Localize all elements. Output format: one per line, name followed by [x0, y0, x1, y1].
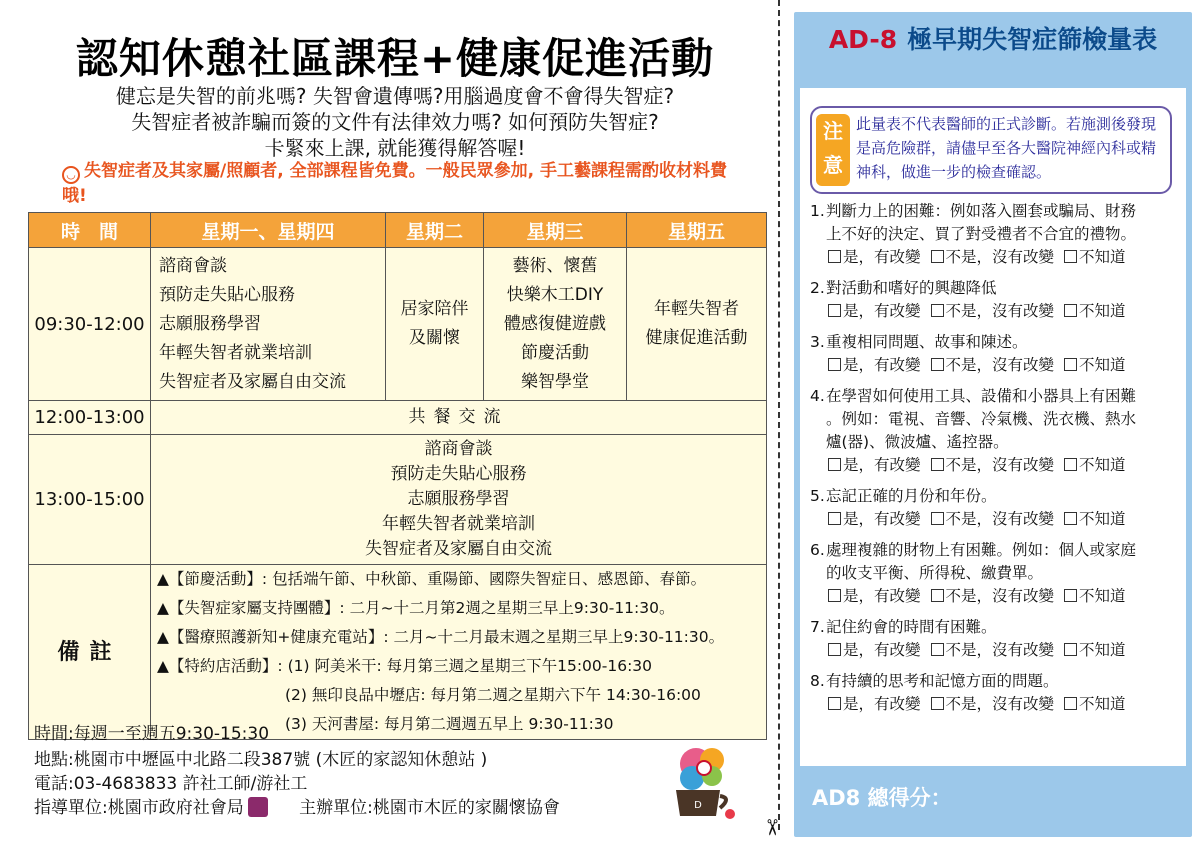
- activity-item: 預防走失貼心服務: [159, 284, 295, 305]
- question-item: [810, 200, 1180, 269]
- question-item: [810, 277, 1180, 323]
- answer-option[interactable]: [1064, 510, 1126, 528]
- option-label: 不是，沒有改變: [945, 641, 1055, 659]
- checkbox[interactable]: [1064, 512, 1077, 525]
- option-label: 不是，沒有改變: [945, 695, 1055, 713]
- question-text: [810, 485, 1180, 508]
- question-item: [810, 616, 1180, 662]
- activity-item: 諮商會談: [159, 255, 227, 276]
- header-wed: 星期三: [484, 213, 627, 248]
- activity-item: 藝術、懷舊: [512, 255, 598, 276]
- caution-text: 此量表不代表醫師的正式診斷。若施測後發現是高危險群，請儘早至各大醫院神經內科或精神科，做進一步的檢查確認。: [856, 115, 1157, 181]
- question-number: 2.: [810, 279, 825, 297]
- checkbox[interactable]: [931, 458, 944, 471]
- checkbox[interactable]: [1064, 643, 1077, 656]
- question-line: 在學習如何使用工具、設備和小器具上有困難: [826, 387, 1137, 405]
- checkbox[interactable]: [931, 697, 944, 710]
- option-label: 是，有改變: [843, 356, 921, 374]
- checkbox[interactable]: [931, 589, 944, 602]
- checkbox[interactable]: [931, 358, 944, 371]
- table-header-row: [29, 213, 767, 248]
- checkbox[interactable]: [1064, 697, 1077, 710]
- answer-option[interactable]: [1064, 695, 1126, 713]
- answer-option[interactable]: [931, 641, 1055, 659]
- checkbox[interactable]: [828, 643, 841, 656]
- answer-options: [810, 639, 1180, 662]
- option-label: 不是，沒有改變: [945, 302, 1055, 320]
- option-label: 是，有改變: [843, 641, 921, 659]
- time-slot-morning: 09:30-12:00: [29, 248, 151, 401]
- option-label: 不是，沒有改變: [945, 356, 1055, 374]
- activity-item: 節慶活動: [521, 342, 589, 363]
- table-row: [29, 248, 767, 401]
- info-guide: 指導單位:桃園市政府社會局: [34, 798, 244, 818]
- ad8-name: 極早期失智症篩檢量表: [907, 25, 1158, 54]
- answer-option[interactable]: [1064, 641, 1126, 659]
- note-line: ▲【特約店活動】: (1) 阿美米干: 每月第三週之星期三下午15:00-16:30: [157, 657, 653, 675]
- caution-label: 注意: [816, 114, 850, 186]
- activity-item: 體感復健遊戲: [504, 313, 606, 334]
- question-number: 6.: [810, 541, 825, 559]
- info-location: 地點:桃園市中壢區中北路二段387號 (木匠的家認知休憩站 ): [34, 750, 488, 770]
- time-slot-lunch: 12:00-13:00: [29, 401, 151, 435]
- checkbox[interactable]: [828, 512, 841, 525]
- total-score-label: AD8 總得分：: [812, 786, 952, 810]
- question-item: [810, 670, 1180, 716]
- activity-item: 年輕失智者就業培訓: [159, 342, 312, 363]
- question-line: 忘記正確的月份和年份。: [826, 487, 997, 505]
- smile-icon: ◡: [62, 166, 80, 184]
- note-line: (3) 天河書屋: 每月第二週週五早上 9:30-11:30: [285, 715, 614, 733]
- question-text: [810, 331, 1180, 354]
- option-label: 是，有改變: [843, 695, 921, 713]
- answer-options: [810, 585, 1180, 608]
- flyer-title: 認知休憩社區課程+健康促進活動: [75, 34, 715, 83]
- answer-option[interactable]: [828, 456, 921, 474]
- activity-item: 健康促進活動: [645, 328, 748, 348]
- activity-item: 樂智學堂: [521, 371, 589, 392]
- option-label: 是，有改變: [843, 248, 921, 266]
- answer-options: [810, 508, 1180, 531]
- answer-option[interactable]: [1064, 302, 1126, 320]
- activity-item: 年輕失智者就業培訓: [382, 514, 535, 534]
- checkbox[interactable]: [931, 250, 944, 263]
- answer-option[interactable]: [1064, 456, 1126, 474]
- answer-option[interactable]: [828, 356, 921, 374]
- checkbox[interactable]: [828, 250, 841, 263]
- answer-option[interactable]: [1064, 248, 1126, 266]
- lunch-cell: 共餐交流: [151, 401, 767, 435]
- ad8-panel: [794, 12, 1192, 837]
- notes-label: 備註: [29, 565, 151, 740]
- question-item: [810, 385, 1180, 477]
- activity-item: 失智症者及家屬自由交流: [365, 539, 552, 559]
- option-label: 不是，沒有改變: [945, 510, 1055, 528]
- question-number: 1.: [810, 202, 825, 220]
- question-line: 對活動和嗜好的興趣降低: [826, 279, 997, 297]
- question-item: [810, 539, 1180, 608]
- question-item: [810, 485, 1180, 531]
- caution-box: [810, 106, 1172, 194]
- header-tue: 星期二: [386, 213, 484, 248]
- option-label: 是，有改變: [843, 510, 921, 528]
- fee-notice-text: 失智症者及其家屬/照顧者, 全部課程皆免費。一般民眾參加, 手工藝課程需酌收材料費哦!: [62, 161, 727, 206]
- checkbox[interactable]: [828, 589, 841, 602]
- intro-line: 失智症者被詐騙而簽的文件有法律效力嗎? 如何預防失智症?: [131, 110, 659, 134]
- activity-item: 志願服務學習: [407, 489, 510, 509]
- activity-item: 預防走失貼心服務: [390, 464, 527, 484]
- question-number: 7.: [810, 618, 825, 636]
- scissors-icon: ✂: [758, 818, 784, 837]
- table-row: [29, 565, 767, 740]
- note-line: ▲【失智症家屬支持團體】: 二月~十二月第2週之星期三早上9:30-11:30。: [157, 599, 675, 617]
- table-row: [29, 401, 767, 435]
- answer-option[interactable]: [931, 587, 1055, 605]
- checkbox[interactable]: [828, 458, 841, 471]
- answer-option[interactable]: [828, 695, 921, 713]
- question-number: 3.: [810, 333, 825, 351]
- option-label: 是，有改變: [843, 302, 921, 320]
- note-line: (2) 無印良品中壢店: 每月第二週之星期六下午 14:30-16:00: [285, 686, 701, 704]
- answer-options: [810, 246, 1180, 269]
- note-line: ▲【節慶活動】: 包括端午節、中秋節、重陽節、國際失智症日、感恩節、春節。: [157, 570, 707, 588]
- question-text: [810, 670, 1180, 693]
- social-bureau-logo: [248, 797, 268, 817]
- ad8-title: [794, 20, 1192, 56]
- intro-line: 卡緊來上課, 就能獲得解答喔!: [264, 136, 526, 160]
- checkbox[interactable]: [1064, 250, 1077, 263]
- question-line: 有持續的思考和記憶方面的問題。: [826, 672, 1059, 690]
- answer-option[interactable]: [828, 510, 921, 528]
- header-mon-thu: 星期一、星期四: [151, 213, 386, 248]
- option-label: 不知道: [1079, 587, 1126, 605]
- activity-item: 居家陪伴: [400, 299, 469, 319]
- checkbox[interactable]: [1064, 358, 1077, 371]
- question-line: 判斷力上的困難：例如落入圈套或騙局、財務: [826, 202, 1137, 220]
- note-line: ▲【醫療照護新知+健康充電站】: 二月~十二月最末週之星期三早上9:30-11:30。: [157, 628, 725, 646]
- option-label: 是，有改變: [843, 456, 921, 474]
- info-phone: 電話:03-4683833 許社工師/游社工: [34, 774, 308, 794]
- activity-item: 快樂木工DIY: [506, 284, 604, 305]
- cut-line: [778, 0, 780, 830]
- dementia-cafe-logo: [668, 742, 738, 822]
- checkbox[interactable]: [931, 643, 944, 656]
- answer-option[interactable]: [931, 302, 1055, 320]
- question-text: [810, 385, 1180, 408]
- tue-morning-cell: [386, 248, 484, 401]
- question-text: [810, 277, 1180, 300]
- time-slot-afternoon: 13:00-15:00: [29, 435, 151, 565]
- svg-text:D: D: [694, 800, 702, 811]
- activity-item: 年輕失智者: [654, 299, 739, 319]
- answer-option[interactable]: [828, 641, 921, 659]
- answer-options: [810, 693, 1180, 716]
- table-row: [29, 435, 767, 565]
- question-list: [810, 200, 1180, 724]
- wed-morning-cell: [484, 248, 627, 401]
- question-line: 爐(器)、微波爐、遙控器。: [826, 433, 1009, 451]
- option-label: 不知道: [1079, 456, 1126, 474]
- fri-morning-cell: [627, 248, 767, 401]
- option-label: 不是，沒有改變: [945, 456, 1055, 474]
- checkbox[interactable]: [931, 512, 944, 525]
- activity-item: 諮商會談: [424, 439, 493, 459]
- answer-options: [810, 300, 1180, 323]
- answer-option[interactable]: [931, 510, 1055, 528]
- question-text: [810, 616, 1180, 639]
- info-organizers: [34, 796, 560, 820]
- question-line: 上不好的決定、買了對受禮者不合宜的禮物。: [826, 225, 1137, 243]
- answer-option[interactable]: [931, 248, 1055, 266]
- answer-options: [810, 454, 1180, 477]
- option-label: 不知道: [1079, 510, 1126, 528]
- option-label: 不是，沒有改變: [945, 587, 1055, 605]
- header-time: 時 間: [29, 213, 151, 248]
- answer-option[interactable]: [1064, 356, 1126, 374]
- question-line: 處理複雜的財物上有困難。例如：個人或家庭: [826, 541, 1137, 559]
- question-text: [810, 200, 1180, 223]
- option-label: 是，有改變: [843, 587, 921, 605]
- option-label: 不知道: [1079, 641, 1126, 659]
- afternoon-cell: [151, 435, 767, 565]
- checkbox[interactable]: [1064, 304, 1077, 317]
- schedule-table: [28, 212, 767, 740]
- answer-option[interactable]: [828, 248, 921, 266]
- answer-options: [810, 354, 1180, 377]
- question-line: 的收支平衡、所得稅、繳費單。: [826, 564, 1044, 582]
- question-text: [810, 539, 1180, 562]
- question-number: 8.: [810, 672, 825, 690]
- checkbox[interactable]: [828, 358, 841, 371]
- option-label: 不知道: [1079, 302, 1126, 320]
- ad8-code: AD-8: [828, 25, 898, 54]
- mon-thu-morning-cell: [151, 248, 386, 401]
- option-label: 不知道: [1079, 695, 1126, 713]
- question-line: 。例如：電視、音響、冷氣機、洗衣機、熱水: [826, 410, 1137, 428]
- question-number: 5.: [810, 487, 825, 505]
- answer-option[interactable]: [828, 587, 921, 605]
- checkbox[interactable]: [828, 697, 841, 710]
- fee-notice: [62, 159, 742, 208]
- notes-cell: [151, 565, 767, 740]
- answer-option[interactable]: [931, 356, 1055, 374]
- question-number: 4.: [810, 387, 825, 405]
- activity-item: 及關懷: [409, 328, 460, 348]
- info-host: 主辦單位:桃園市木匠的家關懷協會: [299, 798, 560, 818]
- option-label: 不知道: [1079, 356, 1126, 374]
- answer-option[interactable]: [1064, 587, 1126, 605]
- option-label: 不是，沒有改變: [945, 248, 1055, 266]
- checkbox[interactable]: [828, 304, 841, 317]
- answer-option[interactable]: [931, 695, 1055, 713]
- info-time: 時間:每週一至週五9:30-15:30: [34, 724, 270, 744]
- option-label: 不知道: [1079, 248, 1126, 266]
- question-line: 記住約會的時間有困難。: [826, 618, 997, 636]
- activity-item: 失智症者及家屬自由交流: [159, 371, 346, 392]
- checkbox[interactable]: [1064, 589, 1077, 602]
- checkbox[interactable]: [931, 304, 944, 317]
- header-fri: 星期五: [627, 213, 767, 248]
- ad8-form: [800, 88, 1186, 766]
- answer-option[interactable]: [931, 456, 1055, 474]
- activity-item: 志願服務學習: [159, 313, 261, 334]
- intro-line: 健忘是失智的前兆嗎? 失智會遺傳嗎?用腦過度會不會得失智症?: [115, 84, 675, 108]
- answer-option[interactable]: [828, 302, 921, 320]
- question-item: [810, 331, 1180, 377]
- question-line: 重複相同問題、故事和陳述。: [826, 333, 1028, 351]
- checkbox[interactable]: [1064, 458, 1077, 471]
